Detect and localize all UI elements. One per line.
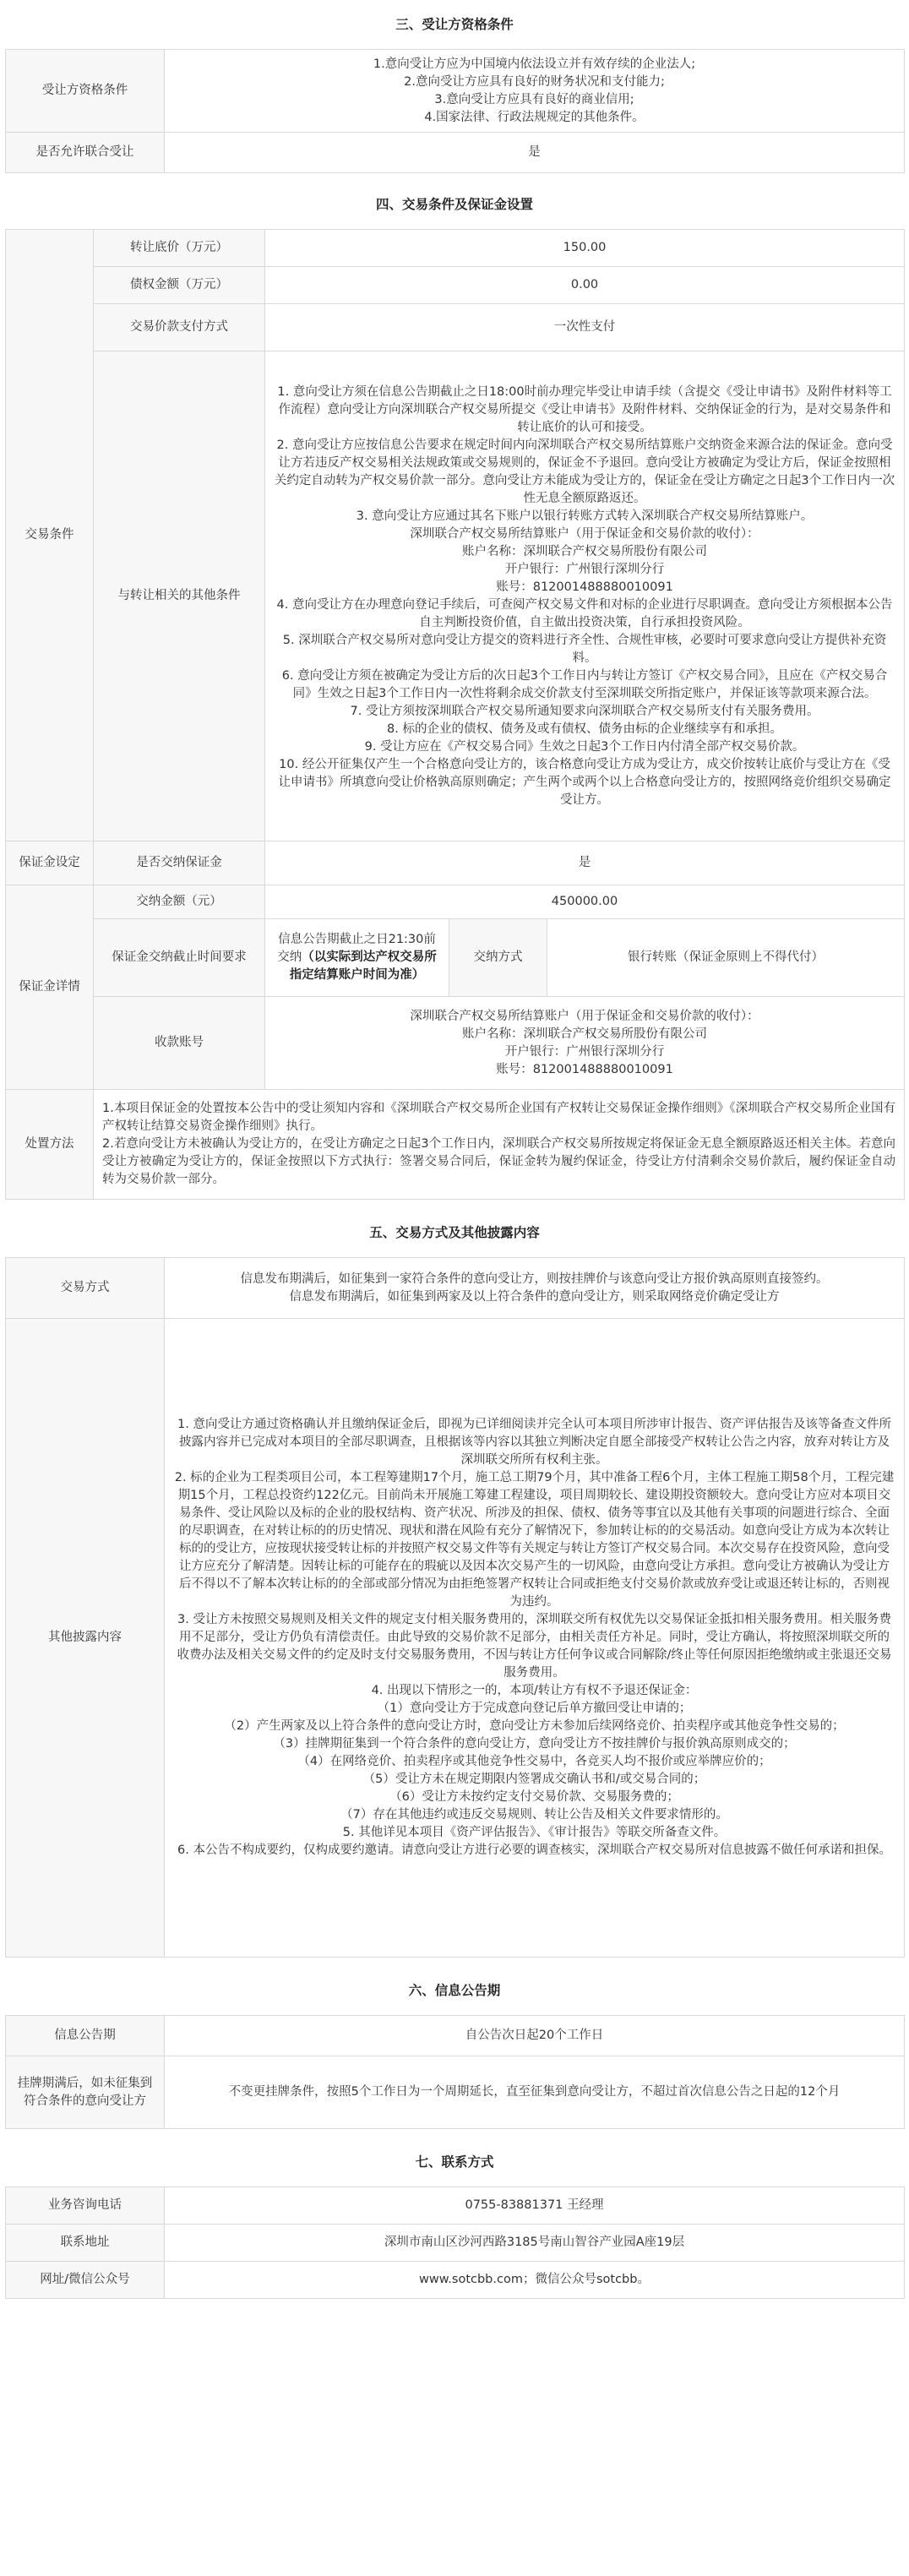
deposit-setting-label: 保证金设定 [6,841,94,885]
contact-phone-label: 业务咨询电话 [6,2187,165,2225]
other-disclosure-label: 其他披露内容 [6,1319,165,1958]
disposal-paragraph: 1.本项目保证金的处置按本公告中的受让须知内容和《深圳联合产权交易所企业国有产权转让交易保证金操作细则》《深圳联合产权交易所企业国有产权转让结算交易资金操作细则》执行。 [102,1102,896,1133]
other-conditions-value [265,351,905,841]
joint-transfer-value: 是 [165,133,905,173]
disclosure-paragraph: （3）挂牌期征集到一个符合条件的意向受让方，意向受让方不按挂牌价与报价孰高原则成交的； [273,1737,796,1751]
trade-method-value [165,1258,905,1319]
announcement-period-value: 自公告次日起20个工作日 [165,2016,905,2056]
condition-paragraph: 7. 受让方须按深圳联合产权交易所通知要求向深圳联合产权交易所支付有关服务费用。 [350,704,819,718]
disclosure-paragraph: 6. 本公告不构成要约，仅构成要约邀请。请意向受让方进行必要的调查核实，深圳联合产权交易所对信息披露不做任何承诺和担保。 [177,1844,891,1857]
condition-paragraph: 账号：812001488880010091 [496,580,673,594]
section-title-trade-method: 五、交易方式及其他披露内容 [369,1225,540,1240]
debt-amount-value: 0.00 [265,267,905,304]
deposit-method-value: 银行转账（保证金原则上不得代付） [547,919,905,997]
table-row [6,50,905,133]
deposit-details-label: 保证金详情 [6,885,94,1090]
deposit-deadline-value [265,919,449,997]
condition-paragraph: 3. 意向受让方应通过其名下账户以银行转账方式转入深圳联合产权交易所结算账户。 [356,509,814,523]
table-row [6,1258,905,1319]
transfer-price-label: 转让底价（万元） [94,230,265,267]
contact-website-value: www.sotcbb.com；微信公众号sotcbb。 [165,2262,905,2299]
payment-method-value: 一次性支付 [265,304,905,351]
qualification-table [5,49,905,173]
disposal-value [94,1090,905,1200]
condition-paragraph: 深圳联合产权交易所结算账户（用于保证金和交易价款的收付）： [410,526,759,541]
table-row [6,304,905,351]
section-title-announcement-period: 六、信息公告期 [408,1983,501,1998]
account-line: 账号：812001488880010091 [496,1062,673,1076]
payment-method-label: 交易价款支付方式 [94,304,265,351]
contact-website-label: 网址/微信公众号 [6,2262,165,2299]
disclosure-paragraph: （7）存在其他违约或违反交易规则、转让公告及相关文件要求情形的。 [340,1808,728,1822]
condition-paragraph: 10. 经公开征集仅产生一个合格意向受让方的，该合格意向受让方成为受让方，成交价按转让底价与受让方在《受让申请书》所填意向受让价格孰高原则确定；产生两个或两个以上合格意向受让方的，按照网络竞价组织交易确定受让方。 [278,757,891,807]
account-line: 开户银行：广州银行深圳分行 [504,1044,665,1059]
other-disclosure-value [165,1319,905,1958]
deposit-deadline-label: 保证金交纳截止时间要求 [94,919,265,997]
section-title-trade-conditions: 四、交易条件及保证金设置 [375,197,533,212]
contact-table [5,2187,905,2299]
condition-paragraph: 1. 意向受让方须在信息公告期截止之日18:00时前办理完毕受让申请手续（含提交《受让申请书》及附件材料等工作流程）意向受让方向深圳联合产权交易所提交《受让申请书》及附件材料、交纳保证金的行为，是对交易条件和转让底价的认可和接受。 [277,384,892,434]
section-title-contact: 七、联系方式 [415,2154,494,2170]
table-row [6,2056,905,2129]
condition-paragraph: 5. 深圳联合产权交易所对意向受让方提交的资料进行齐全性、合规性审核，必要时可要求意向受让方提供补充资料。 [282,633,887,665]
disclosure-paragraph: （1）意向受让方于完成意向登记后单方撤回受让申请的； [377,1702,692,1715]
disclosure-paragraph: （6）受让方未按约定支付交易价款、交易服务费的； [389,1790,679,1804]
disposal-label: 处置方法 [6,1090,94,1200]
extension-value: 不变更挂牌条件，按照5个工作日为一个周期延长，直至征集到意向受让方，不超过首次信息公告之日起的12个月 [165,2056,905,2129]
condition-paragraph: 9. 受让方应在《产权交易合同》生效之日起3个工作日内付清全部产权交易价款。 [364,739,805,754]
qualification-label: 受让方资格条件 [6,50,165,133]
extension-label: 挂牌期满后，如未征集到符合条件的意向受让方 [6,2056,165,2129]
transfer-price-value: 150.00 [265,230,905,267]
table-row [6,2225,905,2262]
condition-paragraph: 8. 标的企业的债权、债务及或有债权、债务由标的企业继续享有和承担。 [387,722,782,736]
condition-paragraph: 6. 意向受让方须在被确定为受让方后的次日起3个工作日内与转让方签订《产权交易合同》，且应在《产权交易合同》生效之日起3个工作日内一次性将剩余成交价款支付至深圳联交所指定账户，并保证该等款项来源合法。 [281,668,888,700]
trade-method-line: 信息发布期满后，如征集到两家及以上符合条件的意向受让方，则采取网络竞价确定受让方 [289,1289,780,1304]
contact-address-value: 深圳市南山区沙河西路3185号南山智谷产业园A座19层 [165,2225,905,2262]
disclosure-paragraph: （5）受让方未在规定期限内签署成交确认书和/或交易合同的； [362,1773,706,1786]
joint-transfer-label: 是否允许联合受让 [6,133,165,173]
contact-phone-value: 0755-83881371 王经理 [165,2187,905,2225]
disclosure-paragraph: 2. 标的企业为工程类项目公司，本工程筹建期17个月，施工总工期79个月，其中准备工程6个月，主体工程施工期58个月，工程完建期15个月，工程总投资约122亿元。目前尚未开展施工筹建工程建设，项目周期较长、建设期投资额较大。意向受让方应对本项目交易条件、受让风险以及标的企业的股权结构、资产状况、所涉及的担保、债权、债务等事宜以及其他有关事项的问题进行综合、全面的尽职调查，在对转让标的的历史情况、现状和潜在风险有充分了解情况下，参加转让标的的交易活动。如意向受让方成为本次转让标的的受让方，应按现状接受转让标的并按照产权交易文件等有关规定与转让方签订产权交易合同。本次交易存在投资风险，意向受让方应充分了解清楚。因转让标的可能存在的瑕疵以及因本次交易产生的一切风险，由意向受让方承担。意向受让方被确认为受让方后不得以不了解本次转让标的的全部或部分情况为由拒绝签署产权转让合同或拒绝支付交易价款或放弃受让或退还转让标的，否则视为违约。 [174,1471,895,1609]
table-row [6,2016,905,2056]
table-row [6,885,905,919]
table-row [6,841,905,885]
table-row [6,267,905,304]
announcement-period-label: 信息公告期 [6,2016,165,2056]
disclosure-paragraph: 5. 其他详见本项目《资产评估报告》、《审计报告》等联交所备查文件。 [342,1826,727,1839]
section-title-qualification: 三、受让方资格条件 [395,17,514,32]
trade-conditions-table [5,229,905,1200]
disclosure-paragraph: 3. 受让方未按照交易规则及相关文件的规定支付相关服务费用的，深圳联交所有权优先以交易保证金抵扣相关服务费用。相关服务费用不足部分，受让方仍负有清偿责任。由此导致的交易价款不足部分，由相关责任方补足。同时，受让方确认，将按照深圳联交所的收费办法及相关交易文件的约定及时支付交易服务费用，不因与转让方任何争议或合同解除/终止等任何原因拒绝缴纳或主张退还交易服务费用。 [177,1613,892,1680]
table-row [6,351,905,841]
trade-conditions-label: 交易条件 [6,230,94,841]
account-line: 深圳联合产权交易所结算账户（用于保证金和交易价款的收付）： [410,1009,759,1023]
disclosure-paragraph: （4）在网络竞价、拍卖程序或其他竞争性交易中，各竞买人均不报价或应举牌应价的； [297,1755,771,1768]
table-row [6,2262,905,2299]
disposal-paragraph: 2.若意向受让方未被确认为受让方的，在受让方确定之日起3个工作日内，深圳联合产权交易所按规定将保证金无息全额原路返还相关主体。若意向受让方被确定为受让方的，保证金按照以下方式执行：签署交易合同后，保证金转为履约保证金，待受让方付清剩余交易价款后，履约保证金自动转为交易价款一部分。 [102,1137,896,1186]
table-row [6,919,905,997]
table-row [6,133,905,173]
qualification-line: 1.意向受让方应为中国境内依法设立并有效存续的企业法人; [373,57,696,71]
trade-method-label: 交易方式 [6,1258,165,1319]
contact-address-label: 联系地址 [6,2225,165,2262]
trade-method-table [5,1257,905,1958]
disclosure-paragraph: 4. 出现以下情形之一的，本项/转让方有权不予退还保证金： [371,1684,698,1697]
deposit-required-label: 是否交纳保证金 [94,841,265,885]
qualification-line: 2.意向受让方应具有良好的财务状况和支付能力; [404,74,665,89]
table-row [6,997,905,1090]
deposit-required-value: 是 [265,841,905,885]
table-row [6,1319,905,1958]
disclosure-paragraph: 1. 意向受让方通过资格确认并且缴纳保证金后，即视为已详细阅读并完全认可本项目所涉审计报告、资产评估报告及该等备查文件所披露内容并已完成对本项目的全部尽职调查，且根据该等内容以其独立判断决定自愿全部接受产权转让公告之内容，放弃对转让方及深圳联交所所有权利主张。 [177,1418,891,1467]
deposit-deadline-note: （以实际到达产权交易所指定结算账户时间为准） [289,950,437,982]
qualification-line: 4.国家法律、行政法规规定的其他条件。 [424,110,645,124]
condition-paragraph: 2. 意向受让方应按信息公告要求在规定时间内向深圳联合产权交易所结算账户交纳资金来源合法的保证金。意向受让方若违反产权交易相关法规政策或交易规则的，保证金不予退回。意向受让方被确定为受让方后，保证金按照相关约定自动转为产权交易价款一部分。意向受让方未能成为受让方的，保证金在受让方确定之日起3个工作日内一次性无息全额原路返还。 [274,438,895,505]
receiving-account-label: 收款账号 [94,997,265,1090]
qualification-value [165,50,905,133]
other-conditions-label: 与转让相关的其他条件 [94,351,265,841]
table-row [6,230,905,267]
trade-method-line: 信息发布期满后，如征集到一家符合条件的意向受让方，则按挂牌价与该意向受让方报价孰高原则直接签约。 [240,1272,829,1286]
deposit-amount-value: 450000.00 [265,885,905,919]
account-line: 账户名称：深圳联合产权交易所股份有限公司 [462,1027,708,1041]
announcement-period-table [5,2015,905,2129]
receiving-account-value [265,997,905,1090]
deposit-amount-label: 交纳金额（元） [94,885,265,919]
deposit-method-label: 交纳方式 [449,919,547,997]
condition-paragraph: 4. 意向受让方在办理意向登记手续后，可查阅产权交易文件和对标的企业进行尽职调查。意向受让方须根据本公告自主判断投资价值，自主做出投资决策，自行承担投资风险。 [276,597,893,629]
table-row [6,2187,905,2225]
condition-paragraph: 开户银行：广州银行深圳分行 [504,562,665,576]
debt-amount-label: 债权金额（万元） [94,267,265,304]
condition-paragraph: 账户名称：深圳联合产权交易所股份有限公司 [462,544,708,558]
table-row [6,1090,905,1200]
deposit-deadline-text: 信息公告期截止之日21:30前交纳 [277,933,436,964]
disclosure-paragraph: （2）产生两家及以上符合条件的意向受让方时，意向受让方未参加后续网络竞价、拍卖程序或其他竞争性交易的； [224,1719,845,1733]
qualification-line: 3.意向受让方应具有良好的商业信用; [434,92,634,106]
